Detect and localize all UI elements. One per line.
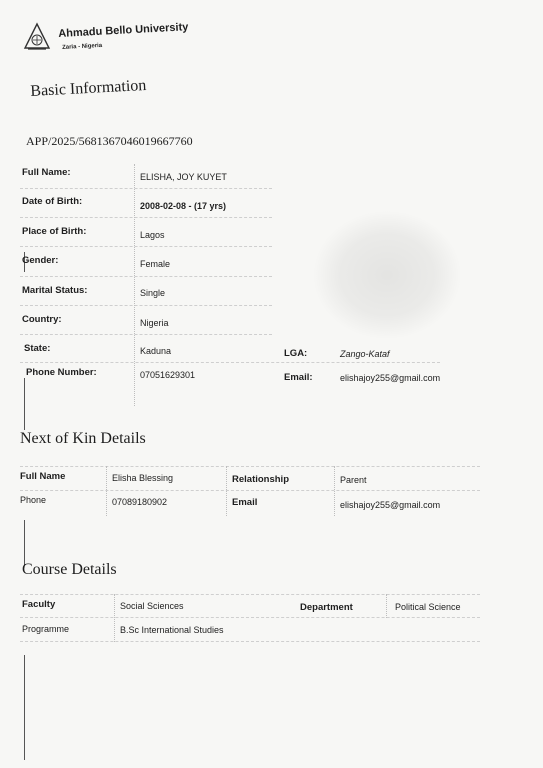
row-divider: [20, 217, 272, 218]
dob-value: 2008-02-08 - (17 yrs): [140, 201, 227, 211]
programme-value: B.Sc International Studies: [120, 625, 224, 635]
kin-phone-value: 07089180902: [112, 497, 168, 507]
row-divider: [20, 334, 272, 335]
row-divider: [20, 594, 480, 595]
full-name-label: Full Name:: [22, 167, 71, 178]
email-value: elishajoy255@gmail.com: [340, 373, 441, 383]
kin-phone-label: Phone: [20, 495, 47, 505]
phone-value: 07051629301: [140, 370, 196, 380]
relationship-value: Parent: [340, 475, 367, 485]
column-divider: [134, 164, 135, 406]
department-label: Department: [300, 602, 353, 613]
basic-info-title: Basic Information: [30, 76, 147, 100]
column-divider: [226, 466, 227, 516]
course-details-title: Course Details: [22, 561, 117, 578]
state-label: State:: [24, 343, 51, 354]
row-divider: [20, 305, 272, 306]
country-value: Nigeria: [140, 318, 169, 328]
row-divider: [20, 641, 480, 642]
marital-status-value: Single: [140, 288, 166, 298]
state-value: Kaduna: [140, 346, 172, 356]
programme-label: Programme: [22, 624, 70, 634]
margin-mark: [24, 378, 25, 430]
lga-value: Zango-Kataf: [340, 349, 390, 359]
email-label: Email:: [284, 372, 313, 383]
dob-label: Date of Birth:: [22, 196, 83, 207]
department-value: Political Science: [395, 602, 461, 612]
margin-mark: [24, 655, 25, 760]
column-divider: [334, 466, 335, 516]
university-name: Ahmadu Bello University: [58, 21, 189, 40]
country-label: Country:: [22, 314, 62, 325]
kin-email-value: elishajoy255@gmail.com: [340, 500, 441, 510]
row-divider: [20, 246, 272, 247]
row-divider: [20, 490, 480, 491]
next-of-kin-title: Next of Kin Details: [20, 430, 146, 447]
row-divider: [20, 188, 272, 189]
place-of-birth-label: Place of Birth:: [22, 226, 87, 237]
row-divider: [20, 276, 272, 277]
kin-name-label: Full Name: [20, 471, 66, 482]
full-name-value: ELISHA, JOY KUYET: [140, 172, 227, 182]
column-divider: [106, 466, 107, 516]
row-divider: [20, 466, 480, 467]
column-divider: [114, 594, 115, 642]
gender-value: Female: [140, 259, 171, 269]
university-logo: [22, 22, 52, 52]
application-number: APP/2025/568136704601966776​0: [26, 134, 193, 148]
marital-status-label: Marital Status:: [22, 285, 88, 296]
faculty-value: Social Sciences: [120, 601, 184, 611]
column-divider: [386, 594, 387, 618]
relationship-label: Relationship: [232, 474, 290, 485]
gender-label: Gender:: [22, 255, 59, 266]
faded-stamp: [312, 210, 462, 340]
kin-email-label: Email: [232, 497, 258, 508]
row-divider: [20, 362, 440, 363]
row-divider: [20, 617, 480, 618]
kin-name-value: Elisha Blessing: [112, 473, 174, 483]
lga-label: LGA:: [284, 348, 308, 359]
place-of-birth-value: Lagos: [140, 230, 165, 240]
margin-mark: [24, 520, 25, 565]
university-location: Zaria - Nigeria: [62, 42, 103, 51]
faculty-label: Faculty: [22, 599, 56, 610]
phone-label: Phone Number:: [26, 367, 97, 378]
